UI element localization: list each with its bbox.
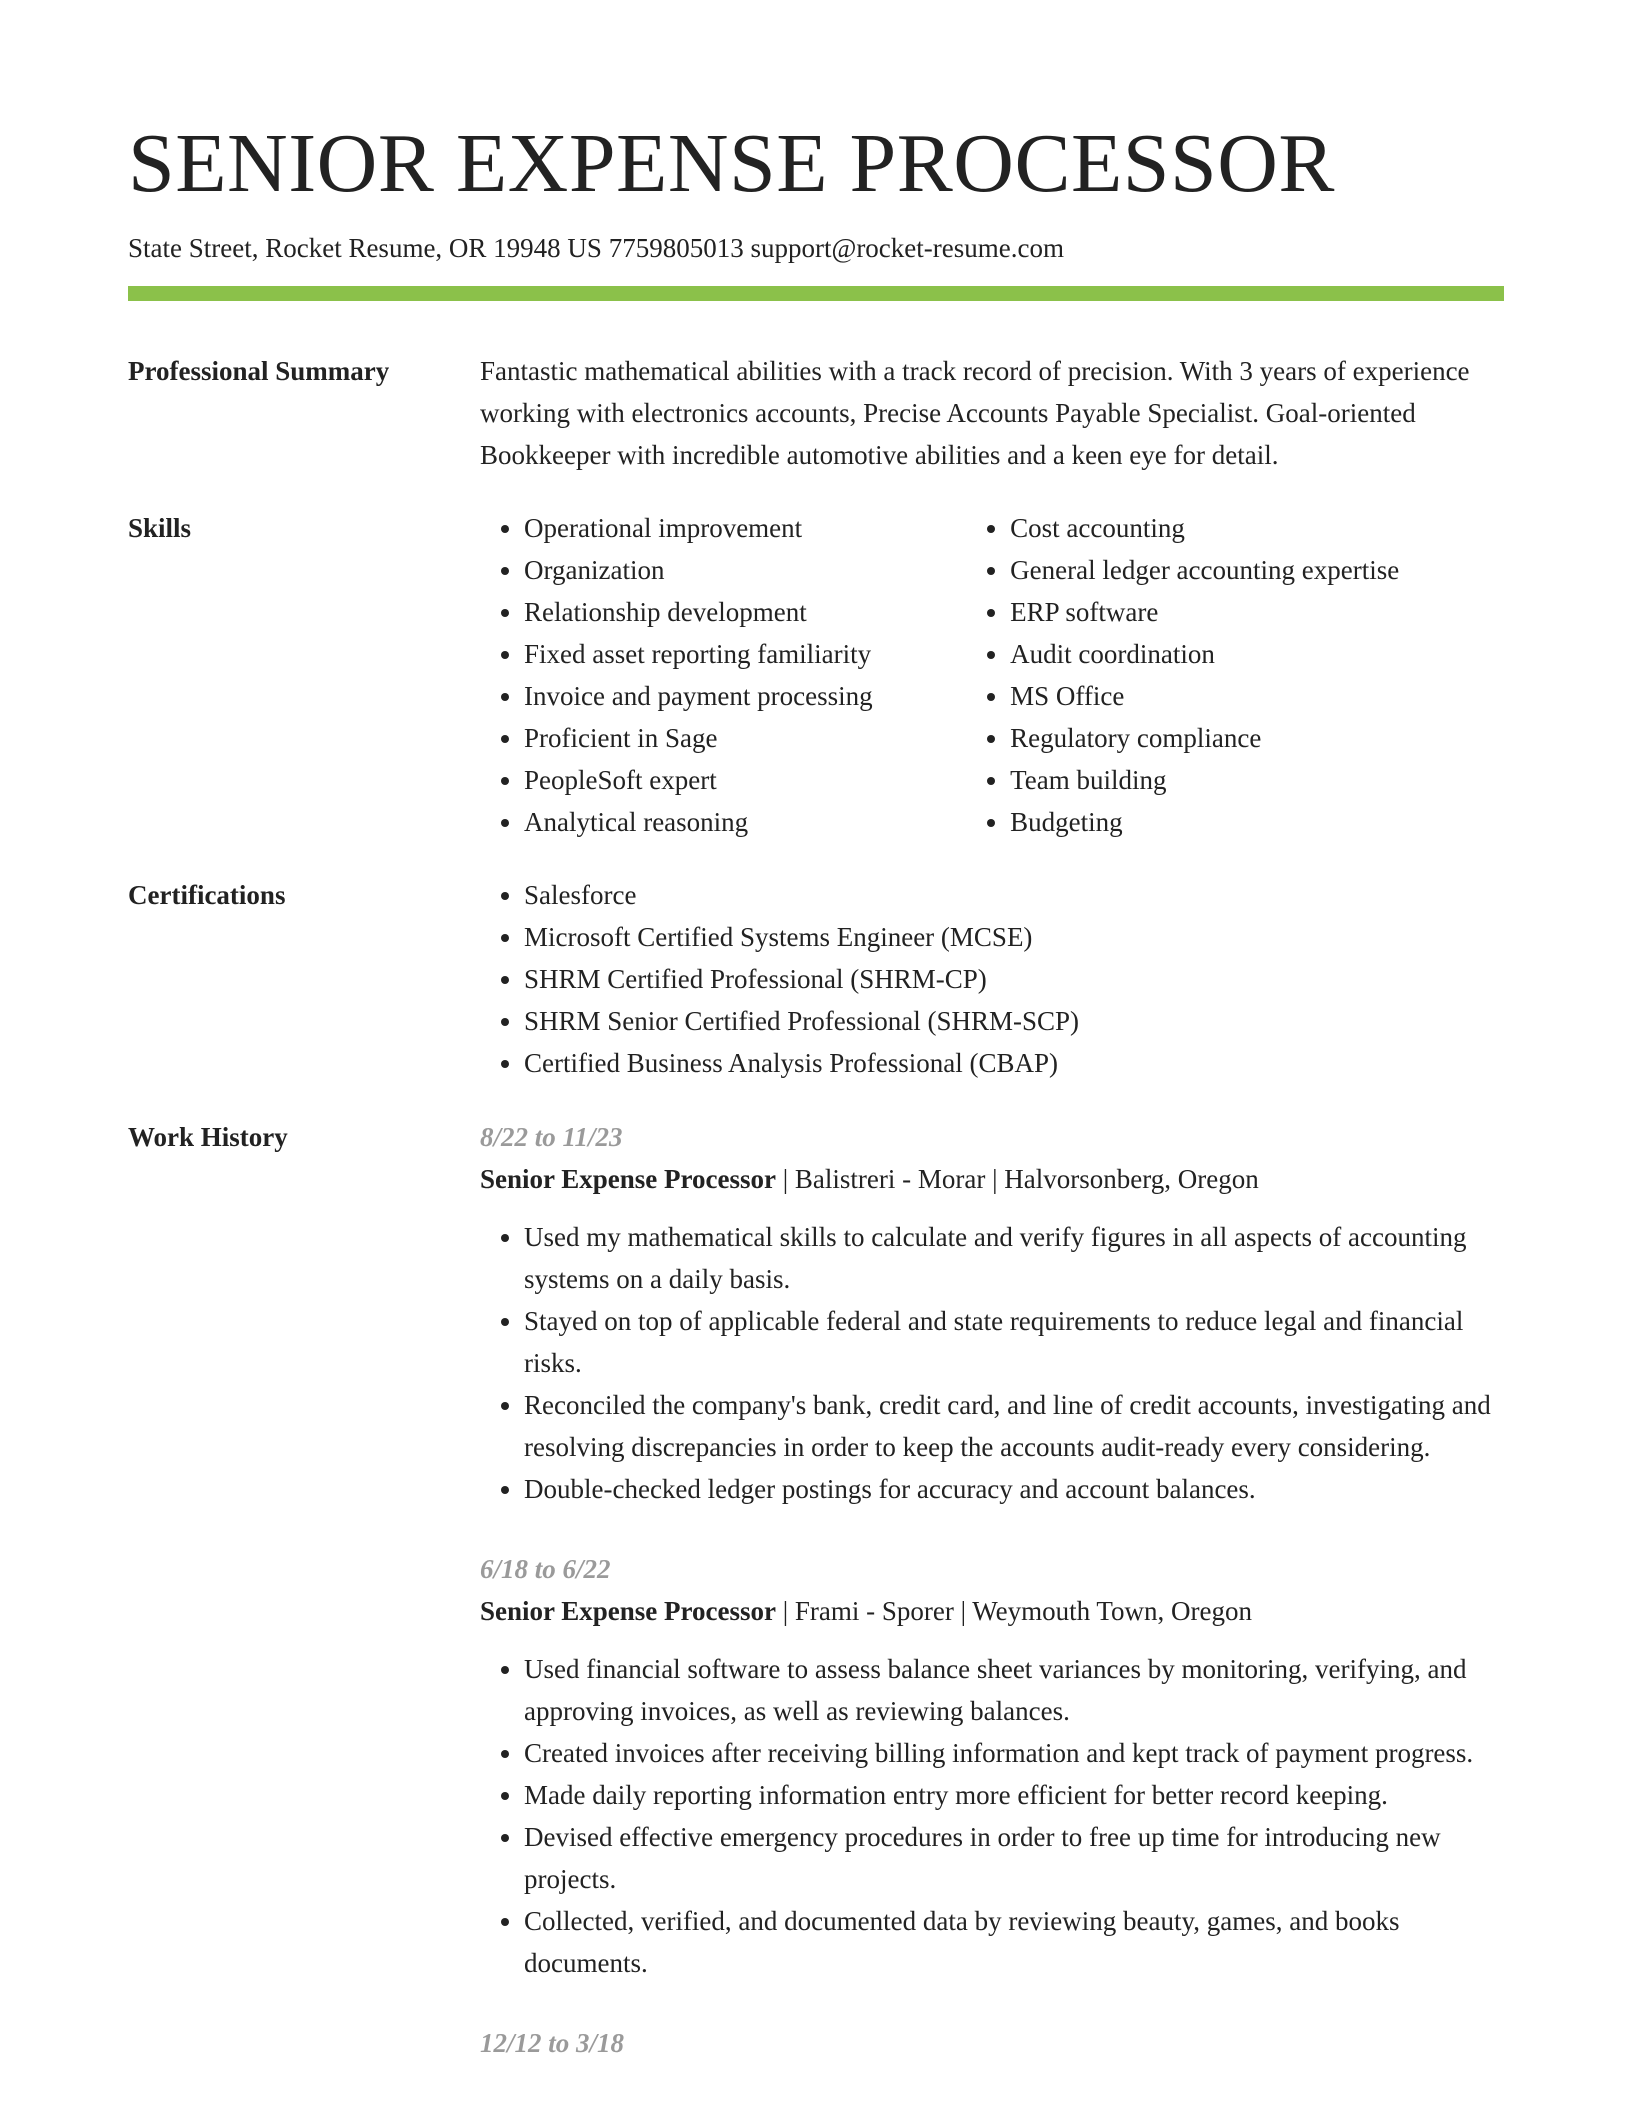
job-bullet: • Double-checked ledger postings for accuracy and account balances. (524, 1468, 1510, 1510)
summary-heading: Professional Summary (128, 356, 390, 386)
job-dates: 8/22 to 11/23 (480, 1122, 623, 1152)
skill-item: • General ledger accounting expertise (1010, 549, 1510, 591)
job-bullet: • Used my mathematical skills to calculate and verify figures in all aspects of accounting systems on a daily basis. (524, 1216, 1510, 1300)
job-company-location: | Balistreri - Morar | Halvorsonberg, Oregon (776, 1164, 1259, 1194)
certifications-list (480, 874, 1510, 1084)
certifications-heading: Certifications (128, 880, 286, 910)
job-title: Senior Expense Processor (480, 1596, 776, 1626)
job-title: Senior Expense Processor (480, 1164, 776, 1194)
job-bullet: • Devised effective emergency procedures in order to free up time for introducing new projects. (524, 1816, 1510, 1900)
skill-item: • Audit coordination (1010, 633, 1510, 675)
skill-item: • Relationship development (524, 591, 966, 633)
skills-list-column-2 (966, 507, 1510, 843)
job-heading (480, 1158, 1510, 1200)
skill-item: • Analytical reasoning (524, 801, 966, 843)
skill-item: • Budgeting (1010, 801, 1510, 843)
certification-item: • Salesforce (524, 874, 1510, 916)
job-dates: 12/12 to 3/18 (480, 2028, 625, 2058)
skill-item: • Cost accounting (1010, 507, 1510, 549)
skills-list-column-1 (480, 507, 966, 843)
job-bullets (480, 1648, 1510, 1984)
job-bullet: • Created invoices after receiving billing information and kept track of payment progress. (524, 1732, 1510, 1774)
contact-info: State Street, Rocket Resume, OR 19948 US 7759805013 support@rocket-resume.com (128, 233, 1064, 263)
skill-item: • Invoice and payment processing (524, 675, 966, 717)
skill-item: • MS Office (1010, 675, 1510, 717)
work-history-jobs (480, 1116, 1510, 2102)
certification-item: • SHRM Senior Certified Professional (SHRM-SCP) (524, 1000, 1510, 1042)
skill-item: • ERP software (1010, 591, 1510, 633)
skill-item: • Team building (1010, 759, 1510, 801)
resume-name-title: SENIOR EXPENSE PROCESSOR (128, 117, 1335, 210)
certification-item: • Microsoft Certified Systems Engineer (MCSE) (524, 916, 1510, 958)
header-divider (128, 286, 1504, 301)
job-company-location: | Frami - Sporer | Weymouth Town, Oregon (776, 1596, 1252, 1626)
job-bullet: • Made daily reporting information entry more efficient for better record keeping. (524, 1774, 1510, 1816)
skill-item: • Operational improvement (524, 507, 966, 549)
summary-text: Fantastic mathematical abilities with a track record of precision. With 3 years of experience working with electronics accounts, Precise Accounts Payable Specialist. Goal-oriented Bookkeeper with incredible automotive abilities and a keen eye for detail. (480, 356, 1470, 470)
job-bullet: • Used financial software to assess balance sheet variances by monitoring, verifying, and approving invoices, as well as reviewing balances. (524, 1648, 1510, 1732)
skill-item: • Organization (524, 549, 966, 591)
job-bullet: • Collected, verified, and documented data by reviewing beauty, games, and books documents. (524, 1900, 1510, 1984)
certification-item: • SHRM Certified Professional (SHRM-CP) (524, 958, 1510, 1000)
job-entry (480, 2022, 1510, 2064)
skill-item: • PeopleSoft expert (524, 759, 966, 801)
job-bullets (480, 1216, 1510, 1510)
job-bullet: • Reconciled the company's bank, credit card, and line of credit accounts, investigating and resolving discrepancies in order to keep the accounts audit-ready every considering. (524, 1384, 1510, 1468)
job-entry (480, 1548, 1510, 1984)
skill-item: • Fixed asset reporting familiarity (524, 633, 966, 675)
job-heading (480, 1590, 1510, 1632)
skills-heading: Skills (128, 513, 192, 543)
job-entry (480, 1116, 1510, 1510)
skill-item: • Regulatory compliance (1010, 717, 1510, 759)
job-bullet: • Stayed on top of applicable federal and state requirements to reduce legal and financial risks. (524, 1300, 1510, 1384)
skill-item: • Proficient in Sage (524, 717, 966, 759)
work-history-heading: Work History (128, 1122, 288, 1152)
job-dates: 6/18 to 6/22 (480, 1554, 611, 1584)
certification-item: • Certified Business Analysis Professional (CBAP) (524, 1042, 1510, 1084)
